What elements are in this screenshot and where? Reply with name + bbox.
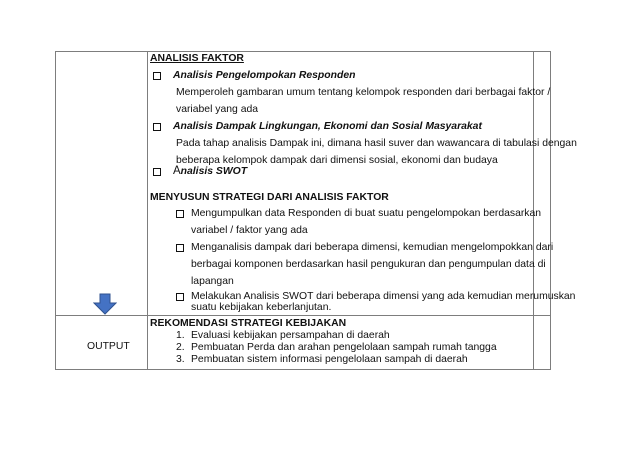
- analisis-item-3-title-first-letter: A: [173, 165, 181, 177]
- table-border-left: [55, 51, 56, 370]
- arrow-down-icon: [93, 293, 117, 315]
- strategi-item-2-line-3: lapangan: [191, 276, 234, 287]
- output-heading: REKOMENDASI STRATEGI KEBIJAKAN: [150, 318, 347, 329]
- analisis-item-2-line-1: Pada tahap analisis Dampak ini, dimana hasil suver dan wawancara di tabulasi dengan: [176, 138, 577, 149]
- table-column-divider-left: [147, 51, 148, 370]
- strategi-item-2-line-1: Menganalisis dampak dari beberapa dimensi, kemudian mengelompokkan dari: [191, 242, 554, 253]
- checkbox-bullet-icon: [176, 293, 184, 301]
- strategi-item-3-line-1: Melakukan Analisis SWOT dari beberapa dimensi yang ada kemudian merumuskan: [191, 291, 576, 302]
- analisis-item-3-title-rest: nalisis SWOT: [180, 166, 248, 177]
- output-item-3-text: Pembuatan sistem informasi pengelolaan sampah di daerah: [191, 354, 468, 365]
- table-border-bottom: [55, 369, 551, 370]
- checkbox-bullet-icon: [153, 123, 161, 131]
- output-item-3-number: 3.: [176, 354, 185, 365]
- strategi-item-2-line-2: berbagai komponen berdasarkan hasil pengukuran dan pengumpulan data di: [191, 259, 546, 270]
- strategi-item-1-line-2: variabel / faktor yang ada: [191, 225, 308, 236]
- analisis-heading: ANALISIS FAKTOR: [150, 53, 244, 64]
- strategi-item-1-line-1: Mengumpulkan data Responden di buat suatu pengelompokan berdasarkan: [191, 208, 542, 219]
- analisis-item-2-line-2: beberapa kelompok dampak dari dimensi sosial, ekonomi dan budaya: [176, 155, 498, 166]
- output-item-1-text: Evaluasi kebijakan persampahan di daerah: [191, 330, 390, 341]
- checkbox-bullet-icon: [176, 244, 184, 252]
- checkbox-bullet-icon: [153, 72, 161, 80]
- analisis-item-1-title: Analisis Pengelompokan Responden: [173, 70, 356, 81]
- table-border-middle: [55, 315, 551, 316]
- checkbox-bullet-icon: [153, 168, 161, 176]
- analisis-item-2-title: Analisis Dampak Lingkungan, Ekonomi dan Sosial Masyarakat: [173, 121, 482, 132]
- strategi-heading: MENYUSUN STRATEGI DARI ANALISIS FAKTOR: [150, 192, 389, 203]
- analisis-item-3-title: [173, 165, 247, 178]
- output-label: OUTPUT: [87, 341, 130, 352]
- analisis-item-1-line-2: variabel yang ada: [176, 104, 259, 115]
- output-item-2-number: 2.: [176, 342, 185, 353]
- checkbox-bullet-icon: [176, 210, 184, 218]
- output-item-2-text: Pembuatan Perda dan arahan pengelolaan sampah rumah tangga: [191, 342, 497, 353]
- analisis-item-1-line-1: Memperoleh gambaran umum tentang kelompok responden dari berbagai faktor /: [176, 87, 551, 98]
- strategi-item-3-line-2: suatu kebijakan keberlanjutan.: [191, 302, 332, 313]
- output-item-1-number: 1.: [176, 330, 185, 341]
- table-border-top: [55, 51, 551, 52]
